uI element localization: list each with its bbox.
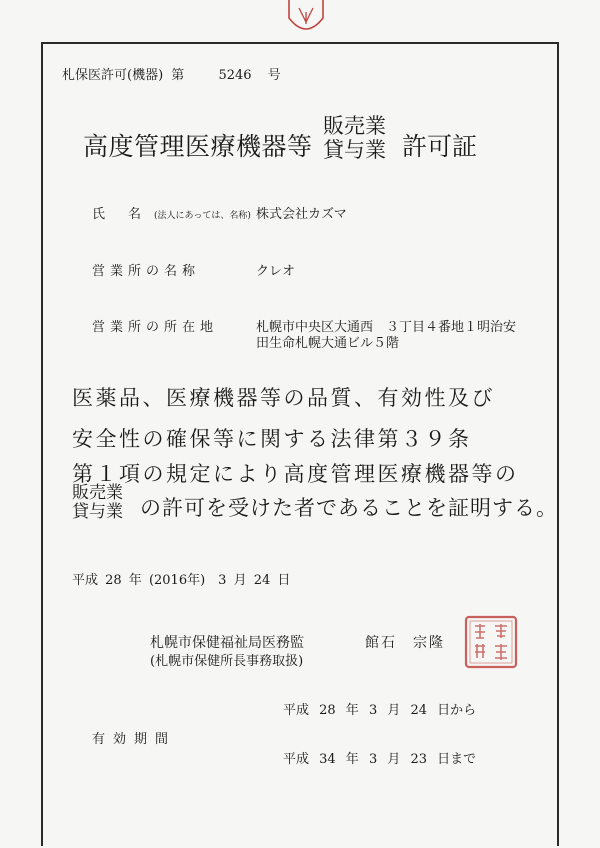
validity-label: 有効期間: [92, 732, 177, 747]
body-business-type: [72, 484, 123, 522]
title-stack-top: 販売業: [323, 114, 386, 138]
office-address-line2: 田生命札幌大通ビル５階: [256, 336, 400, 351]
body-stack-top: 販売業: [72, 483, 123, 503]
name-label: 氏 名: [92, 207, 147, 222]
official-seal-stamp: [463, 614, 519, 670]
title-tail: 許可証: [402, 132, 478, 161]
body-line-1: 医薬品、医療機器等の品質、有効性及び: [72, 386, 495, 410]
permit-number: 5246: [218, 68, 252, 83]
permit-number-line: [62, 64, 285, 83]
office-name-label: 営業所の名称: [92, 264, 201, 279]
validity-to: 平成 34 年 3 月 23 日まで: [283, 752, 477, 767]
validity-from: 平成 28 年 3 月 24 日から: [283, 703, 477, 718]
body-line-2: 安全性の確保等に関する法律第３９条: [72, 427, 472, 451]
issuer-office-sub: (札幌市保健所長事務取扱): [150, 654, 304, 669]
title-business-type: [323, 114, 386, 162]
top-seal-stamp: [286, 0, 326, 34]
title-main: 高度管理医療機器等: [83, 132, 313, 161]
title-stack-bottom: 貸与業: [323, 138, 386, 162]
permit-prefix: 札保医許可(機器): [62, 68, 164, 83]
name-label-note: (法人にあっては、名称): [154, 211, 251, 221]
issuer-office: 札幌市保健福祉局医務監: [150, 635, 304, 651]
body-line-4: の許可を受けた者であることを証明する。: [140, 496, 558, 520]
issue-date: 平成 28 年 (2016年) 3 月 24 日: [72, 573, 291, 588]
name-label-group: [92, 203, 251, 222]
permit-go: 号: [267, 68, 281, 83]
issuer-name: 館石 宗隆: [365, 635, 445, 651]
body-stack-bottom: 貸与業: [72, 502, 123, 522]
permit-dai: 第: [171, 68, 185, 83]
office-address-line1: 札幌市中央区大通西 ３丁目４番地１明治安: [256, 320, 517, 335]
office-name-value: クレオ: [256, 264, 296, 279]
office-address-label: 営業所の所在地: [92, 320, 219, 335]
body-line-3: 第１項の規定により高度管理医療機器等の: [72, 462, 519, 486]
name-value: 株式会社カズマ: [256, 207, 347, 222]
